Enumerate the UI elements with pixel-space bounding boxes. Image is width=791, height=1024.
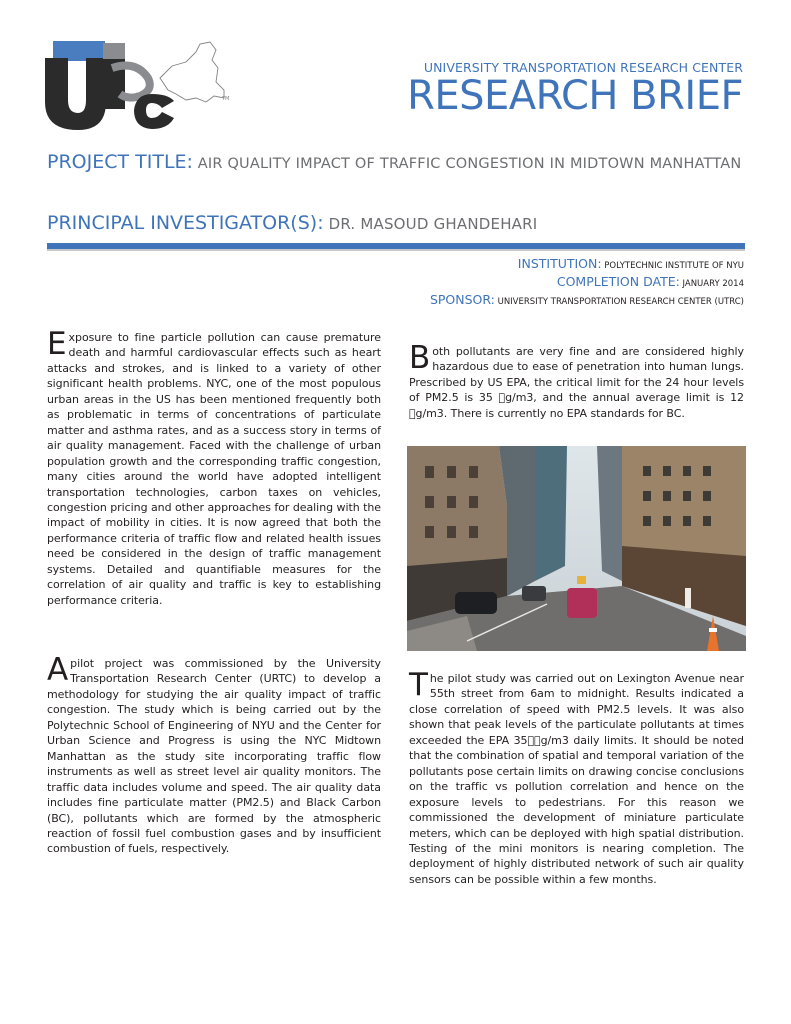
- institution-label: INSTITUTION:: [517, 256, 602, 271]
- drop-cap: T: [409, 667, 428, 703]
- header-rule-shadow: [47, 249, 745, 251]
- institution-line: [144, 255, 744, 275]
- paragraph-text: oth pollutants are very fine and are considered highly hazardous due to ease of penetration into human lungs. Prescribed by US EPA, the critical limit for the 24 hour levels of PM2.5 is 35  g/m3, and the annual average limit is 12  g/m3. There is currently no EPA standards for BC.: [409, 345, 744, 420]
- drop-cap: A: [47, 652, 69, 688]
- project-title-value: AIR QUALITY IMPACT OF TRAFFIC CONGESTION IN MIDTOWN MANHATTAN: [197, 156, 742, 172]
- pi-value: DR. MASOUD GHANDEHARI: [328, 215, 538, 233]
- drop-cap: E: [47, 326, 67, 362]
- right-column-lower: [409, 667, 744, 887]
- brief-title: RESEARCH BRIEF: [407, 73, 743, 119]
- completion-date-label: COMPLETION DATE:: [556, 274, 680, 289]
- project-title-label: PROJECT TITLE:: [47, 151, 193, 173]
- sponsor-label: SPONSOR:: [429, 292, 495, 307]
- svg-text:TM: TM: [222, 96, 230, 102]
- pi-label: PRINCIPAL INVESTIGATOR(S):: [47, 212, 324, 234]
- paragraph-text: pilot project was commissioned by the University Transportation Research Center (URTC) to develop a methodology for studying the air quality impact of traffic congestion. The study which is being carried out by the Polytechnic School of Engineering of NYU and the Center for Urban Science and Progress is using the NYC Midtown Manhattan as the study site incorporating traffic flow instruments as well as street level air quality monitors. The traffic data includes volume and speed. The air quality data includes fine particulate matter (PM2.5) and Black Carbon (BC), pollutants which are formed by the atmospheric reaction of fossil fuel combustion gases and by insufficient combustion of fuels, respectively.: [47, 657, 381, 856]
- paragraph-text: he pilot study was carried out on Lexington Avenue near 55th street from 6am to midnight. Results indicated a close correlation of speed with PM2.5 levels. It was also shown that peak levels of the particulate pollutants at times exceeded the EPA 35  g/m3 daily limits. It should be noted that the combination of spatial and temporal variation of the pollutants pose certain limits on drawing concise conclusions on the traffic vs pollution correlation and hence on the exposure levels to pedestrians. For this reason we commissioned the development of miniature particulate meters, which can be deployed with high spatial distribution. Testing of the mini monitors is nearing completion. The deployment of highly distributed network of such air quality sensors can be possible within a few months.: [409, 672, 744, 886]
- street-photo: [407, 446, 746, 651]
- project-title: [47, 152, 747, 174]
- sponsor-line: [144, 291, 744, 311]
- institution-value: POLYTECHNIC INSTITUTE OF NYU: [604, 261, 744, 271]
- paragraph-pilot-study: [409, 667, 744, 887]
- sponsor-value: UNIVERSITY TRANSPORTATION RESEARCH CENTER (UTRC): [497, 297, 744, 307]
- paragraph-exposure: [47, 326, 381, 608]
- organization-name: UNIVERSITY TRANSPORTATION RESEARCH CENTER: [423, 60, 743, 75]
- right-column-upper: [409, 340, 744, 421]
- principal-investigator: [47, 212, 747, 235]
- paragraph-pilot: [47, 652, 381, 857]
- left-column: [47, 326, 381, 608]
- completion-date-line: [144, 273, 744, 293]
- paragraph-pollutants: [409, 340, 744, 421]
- paragraph-text: xposure to fine particle pollution can cause premature death and harmful cardiovascular effects such as heart attacks and strokes, and is linked to a variety of other significant health problems. NYC, one of the most populous urban areas in the US has been mentioned frequently both as problematic in terms of concentrations of particulate matter and asthma rates, and as a success story in terms of air quality management. Faced with the challenge of urban population growth and the corresponding traffic congestion, many cities around the world have adopted intelligent transportation technologies, carbon taxes on vehicles, congestion pricing and other approaches for dealing with the impact of mobility in cities. It is now agreed that both the performance criteria of traffic flow and related health issues need be considered in the design of traffic management systems. Detailed and quantifiable measures for the correlation of air quality and traffic is key to establishing performance criteria.: [47, 331, 381, 607]
- drop-cap: B: [409, 340, 431, 376]
- left-column-lower: [47, 652, 381, 857]
- completion-date-value: JANUARY 2014: [682, 279, 744, 289]
- utrc-logo: [40, 38, 240, 134]
